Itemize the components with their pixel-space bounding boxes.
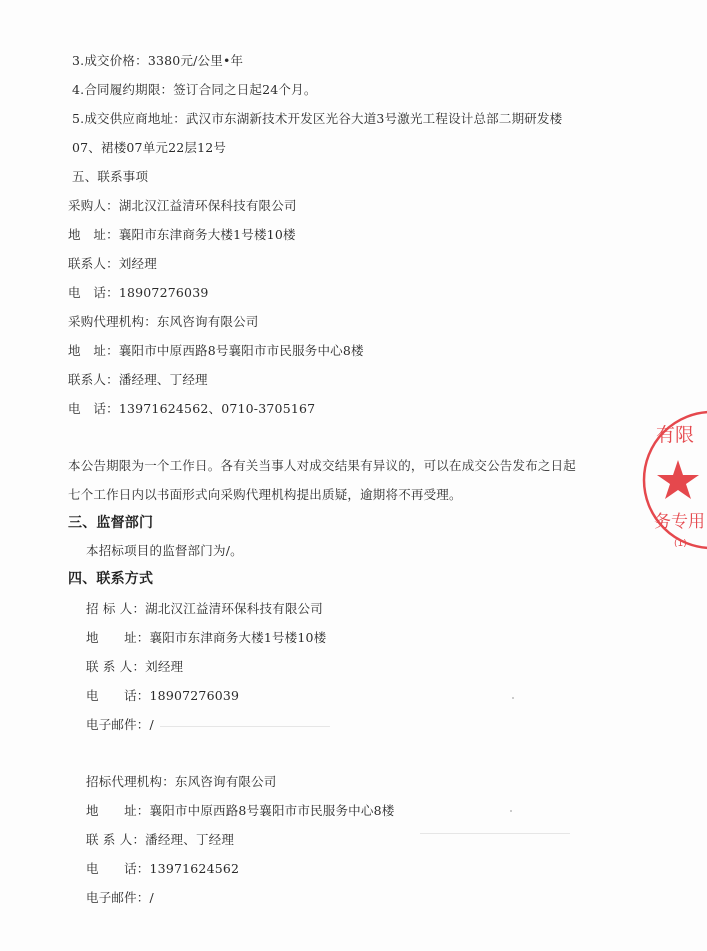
- scan-line: [160, 726, 330, 727]
- tenderer-value: 湖北汉江益清环保科技有限公司: [145, 601, 323, 616]
- agent-line: [86, 774, 277, 790]
- agent-value: 东风咨询有限公司: [174, 774, 277, 789]
- purchaser-address-value: 襄阳市东津商务大楼1号楼10楼: [118, 227, 296, 242]
- agent-contact-value: 潘经理、丁经理: [145, 832, 235, 847]
- agent-phone-value: 13971624562: [149, 861, 240, 876]
- purchaser-phone-label: 电 话：: [68, 285, 119, 300]
- tenderer-contact-label: 联 系 人：: [86, 659, 146, 674]
- purchaser-contact-line: [68, 256, 157, 272]
- agent-address-label: 地 址：: [86, 803, 150, 818]
- scan-dot: [510, 810, 512, 812]
- agent-contact-line: [86, 832, 234, 848]
- notice-line2: 七个工作日内以书面形式向采购代理机构提出质疑，逾期将不再受理。: [68, 487, 462, 502]
- scan-dot: [512, 697, 514, 699]
- purchaser-contact-value: 刘经理: [118, 256, 157, 271]
- agent-phone-line: [86, 861, 239, 877]
- supplier-address-line2: 07、裙楼07单元22层12号: [72, 140, 227, 155]
- agent-label: 招标代理机构：: [86, 774, 175, 789]
- tenderer-contact-value: 刘经理: [145, 659, 184, 674]
- agency-label: 采购代理机构：: [68, 314, 157, 329]
- agent-phone-label: 电 话：: [86, 861, 150, 876]
- tenderer-phone-line: [86, 688, 239, 704]
- agent-email-line: [86, 890, 154, 906]
- agency-phone-value: 13971624562、0710-3705167: [118, 401, 316, 416]
- agency-address-label: 地 址：: [68, 343, 119, 358]
- purchaser-contact-label: 联系人：: [68, 256, 119, 271]
- agency-contact-value: 潘经理、丁经理: [118, 372, 208, 387]
- agent-contact-label: 联 系 人：: [86, 832, 146, 847]
- purchaser-phone-line: [68, 285, 209, 301]
- supervision-text: 本招标项目的监督部门为/。: [86, 543, 243, 558]
- supervision-title: 三、监督部门: [68, 515, 154, 531]
- agency-value: 东风咨询有限公司: [156, 314, 259, 329]
- company-seal: [640, 405, 707, 555]
- agency-phone-line: [68, 401, 315, 417]
- agent-email-label: 电子邮件：: [86, 890, 150, 905]
- agency-contact-label: 联系人：: [68, 372, 119, 387]
- notice-line1: 本公告期限为一个工作日。各有关当事人对成交结果有异议的，可以在成交公告发布之日起: [68, 458, 577, 473]
- tenderer-address-label: 地 址：: [86, 630, 150, 645]
- purchaser-address-label: 地 址：: [68, 227, 119, 242]
- purchaser-address-line: [68, 227, 296, 243]
- purchaser-line: [68, 198, 297, 214]
- agency-phone-label: 电 话：: [68, 401, 119, 416]
- tenderer-line: [86, 601, 323, 617]
- seal-text-bottom: 务专用: [654, 512, 705, 532]
- purchaser-label: 采购人：: [68, 198, 119, 213]
- agency-address-value: 襄阳市中原西路8号襄阳市市民服务中心8楼: [118, 343, 364, 358]
- scan-line: [420, 833, 570, 834]
- tenderer-address-value: 襄阳市东津商务大楼1号楼10楼: [149, 630, 327, 645]
- agency-address-line: [68, 343, 364, 359]
- supplier-address-line1: 5.成交供应商地址：武汉市东湖新技术开发区光谷大道3号激光工程设计总部二期研发楼: [72, 111, 563, 126]
- agent-email-value: /: [149, 890, 154, 905]
- seal-text-top: 有限: [656, 424, 695, 446]
- tenderer-email-label: 电子邮件：: [86, 717, 150, 732]
- contact-methods-title: 四、联系方式: [68, 571, 154, 587]
- seal-star-icon: [657, 460, 699, 499]
- seal-number: (1): [674, 539, 687, 549]
- tenderer-email-line: [86, 717, 154, 733]
- contact-matters-title: 五、联系事项: [72, 169, 149, 184]
- agency-line: [68, 314, 259, 330]
- purchaser-phone-value: 18907276039: [118, 285, 209, 300]
- tenderer-phone-label: 电 话：: [86, 688, 150, 703]
- agency-contact-line: [68, 372, 208, 388]
- contract-period: 4.合同履约期限：签订合同之日起24个月。: [72, 82, 317, 97]
- contract-price: 3.成交价格：3380元/公里•年: [72, 53, 244, 68]
- tenderer-address-line: [86, 630, 326, 646]
- tenderer-email-value: /: [149, 717, 154, 732]
- tenderer-contact-line: [86, 659, 183, 675]
- tenderer-label: 招 标 人：: [86, 601, 146, 616]
- purchaser-value: 湖北汉江益清环保科技有限公司: [118, 198, 297, 213]
- tenderer-phone-value: 18907276039: [149, 688, 240, 703]
- agent-address-line: [86, 803, 394, 819]
- agent-address-value: 襄阳市中原西路8号襄阳市市民服务中心8楼: [149, 803, 395, 818]
